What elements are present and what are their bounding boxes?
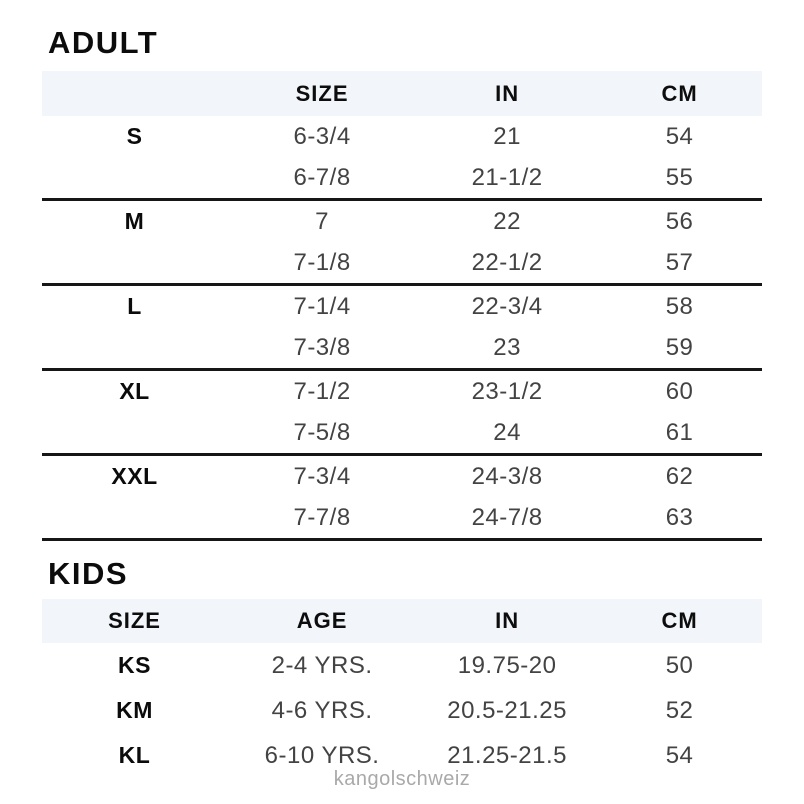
inches-cell: 23-1/2 bbox=[471, 377, 543, 405]
table-row bbox=[42, 370, 762, 413]
inches-cell: 23 bbox=[493, 333, 521, 361]
adult-section-title: ADULT bbox=[48, 25, 159, 60]
adult-group-xl bbox=[42, 370, 762, 455]
adult-group-l bbox=[42, 285, 762, 370]
hat-size-cell: 6-7/8 bbox=[293, 163, 351, 191]
inches-cell: 21-1/2 bbox=[471, 163, 543, 191]
adult-column-header-cm: CM bbox=[661, 80, 698, 106]
size-label-cell: KM bbox=[116, 697, 153, 723]
kids-size-table bbox=[42, 599, 762, 778]
hat-size-cell: 7-1/4 bbox=[293, 292, 351, 320]
hat-size-cell: 7-1/8 bbox=[293, 248, 351, 276]
kids-section-title: KIDS bbox=[48, 556, 129, 591]
table-row bbox=[42, 157, 762, 200]
adult-size-table bbox=[42, 71, 762, 541]
size-label-cell bbox=[42, 157, 227, 200]
size-label-cell: KL bbox=[118, 742, 151, 768]
inches-cell: 22-1/2 bbox=[471, 248, 543, 276]
inches-cell: 24-7/8 bbox=[471, 503, 543, 531]
table-row bbox=[42, 688, 762, 733]
size-label-cell bbox=[42, 497, 227, 540]
inches-cell: 22 bbox=[493, 207, 521, 235]
site-watermark: kangolschweiz bbox=[333, 768, 471, 790]
kids-column-header-in: IN bbox=[495, 608, 520, 633]
cm-cell: 52 bbox=[665, 696, 694, 724]
hat-size-cell: 7-3/4 bbox=[293, 462, 351, 490]
cm-cell: 62 bbox=[665, 462, 694, 490]
adult-header-row bbox=[42, 71, 762, 116]
table-row bbox=[42, 455, 762, 498]
table-row bbox=[42, 412, 762, 455]
hat-size-cell: 7-5/8 bbox=[293, 418, 351, 446]
table-row bbox=[42, 242, 762, 285]
table-row bbox=[42, 327, 762, 370]
size-label-cell: L bbox=[127, 293, 142, 319]
kids-column-header-size: SIZE bbox=[108, 608, 161, 633]
table-row bbox=[42, 285, 762, 328]
hat-size-cell: 7 bbox=[315, 207, 329, 235]
size-label-cell bbox=[42, 327, 227, 370]
hat-size-cell: 7-1/2 bbox=[293, 377, 351, 405]
cm-cell: 54 bbox=[665, 741, 694, 769]
adult-column-header-empty bbox=[42, 71, 227, 116]
inches-cell: 22-3/4 bbox=[471, 292, 543, 320]
inches-cell: 21 bbox=[493, 122, 521, 150]
inches-cell: 21.25-21.5 bbox=[447, 741, 567, 769]
inches-cell: 24-3/8 bbox=[471, 462, 543, 490]
cm-cell: 58 bbox=[665, 292, 694, 320]
cm-cell: 60 bbox=[665, 377, 694, 405]
size-label-cell: S bbox=[126, 123, 143, 149]
cm-cell: 61 bbox=[665, 418, 694, 446]
adult-group-xxl bbox=[42, 455, 762, 540]
table-row bbox=[42, 200, 762, 243]
hat-size-cell: 7-3/8 bbox=[293, 333, 351, 361]
size-label-cell: KS bbox=[118, 652, 151, 678]
adult-group-s bbox=[42, 116, 762, 200]
age-cell: 4-6 YRS. bbox=[271, 696, 373, 724]
size-label-cell: XL bbox=[119, 378, 150, 404]
cm-cell: 57 bbox=[665, 248, 694, 276]
cm-cell: 50 bbox=[665, 651, 694, 679]
size-label-cell: XXL bbox=[111, 463, 158, 489]
inches-cell: 24 bbox=[493, 418, 521, 446]
age-cell: 2-4 YRS. bbox=[271, 651, 373, 679]
inches-cell: 20.5-21.25 bbox=[447, 696, 567, 724]
size-label-cell bbox=[42, 242, 227, 285]
adult-table-header bbox=[42, 71, 762, 116]
cm-cell: 54 bbox=[665, 122, 694, 150]
table-row bbox=[42, 643, 762, 688]
kids-header-row bbox=[42, 599, 762, 643]
adult-column-header-in: IN bbox=[495, 80, 520, 106]
size-label-cell bbox=[42, 412, 227, 455]
adult-group-m bbox=[42, 200, 762, 285]
hat-size-cell: 7-7/8 bbox=[293, 503, 351, 531]
inches-cell: 19.75-20 bbox=[457, 651, 557, 679]
cm-cell: 63 bbox=[665, 503, 694, 531]
table-row bbox=[42, 116, 762, 157]
hat-size-cell: 6-3/4 bbox=[293, 122, 351, 150]
kids-table-header bbox=[42, 599, 762, 643]
cm-cell: 55 bbox=[665, 163, 694, 191]
adult-column-header-size: SIZE bbox=[295, 80, 349, 106]
table-row bbox=[42, 497, 762, 540]
kids-column-header-cm: CM bbox=[661, 608, 698, 633]
age-cell: 6-10 YRS. bbox=[264, 741, 380, 769]
kids-column-header-age: AGE bbox=[296, 608, 348, 633]
size-label-cell: M bbox=[124, 208, 145, 234]
cm-cell: 56 bbox=[665, 207, 694, 235]
cm-cell: 59 bbox=[665, 333, 694, 361]
